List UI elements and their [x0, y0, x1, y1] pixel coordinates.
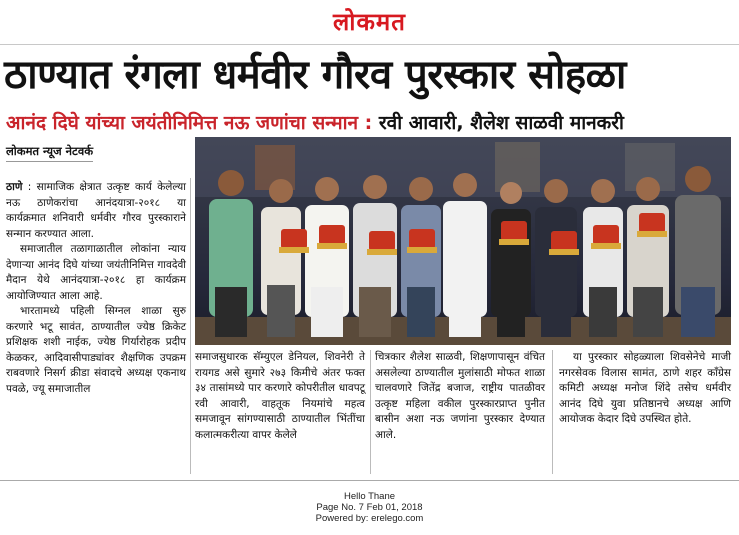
- edition-name: Hello Thane: [343, 491, 396, 502]
- epaper-footer: [0, 491, 739, 524]
- article-column-3: चित्रकार शैलेश साळवी, शिक्षणापासून वंचित असलेल्या ठाण्यातील मुलांसाठी मोफत शाळा चालवणारे जितेंद्र बजाज, राष्ट्रीय पातळीवर उत्कृष्ट महिला वकील पुरस्कारप्राप्त पुनीत बासीन अशा नऊ जणांना पुरस्कार देण्यात आले.: [375, 351, 545, 441]
- byline: लोकमत न्यूज नेटवर्क: [6, 144, 93, 162]
- subhead-red-text: आनंद दिघे यांच्या जयंतीनिमित्त नऊ जणांचा सन्मान :: [6, 112, 373, 134]
- paragraph-1: [6, 180, 186, 242]
- article-column-4: या पुरस्कार सोहळ्याला शिवसेनेचे माजी नगरसेवक विलास सामंत, ठाणे शहर कॉंग्रेस कमिटी अध्यक्ष मनोज शिंदे तसेच धर्मवीर आनंद दिघे युवा प्रतिष्ठानचे अध्यक्ष आणि आयोजक केदार दिघे उपस्थित होते.: [559, 351, 731, 425]
- masthead-divider: [0, 44, 739, 45]
- page-info: Page No. 7 Feb 01, 2018: [316, 502, 423, 513]
- lokmat-logo: लोकमत: [333, 7, 406, 36]
- article-subheadline: [6, 108, 735, 138]
- award-ceremony-photo: [195, 137, 731, 345]
- article-headline: ठाण्यात रंगला धर्मवीर गौरव पुरस्कार सोहळा: [4, 52, 626, 98]
- article-column-1: [6, 180, 186, 397]
- paragraph-3: भारतामध्ये पहिली सिग्नल शाळा सुरु करणारे भटू सावंत, ठाण्यातील ज्येष्ठ क्रिकेट प्रशिक्षक शशी नाईक, ज्येष्ठ गिर्यारोहक प्रदीप केळकर, आदिवासीपाड्यांवर शैक्षणिक उपक्रम राबवणारे निसर्ग क्रीडा संवादचे अध्यक्ष एकनाथ पवळे, ज्यू समाजातील: [6, 305, 186, 395]
- article-column-2: समाजसुधारक सॅम्युएल डेनियल, शिवनेरी ते रायगड असे सुमारे २७३ किमीचे अंतर फक्त ३४ तासांमध्ये पार करणारे कोपरीतील धावपटू रवी आवारी, वाहतूक नियमांचे महत्व समजावून सांगण्यासाठी ठाण्यातील भिंतींचा कलात्मकरीत्या वापर केलेले: [195, 351, 365, 441]
- paragraph-1-text: : सामाजिक क्षेत्रात उत्कृष्ट कार्य केलेल्या नऊ ठाणेकरांचा आनंदयात्रा-२०१८ या कार्यक्रमात शनिवारी धर्मवीर गौरव पुरस्काराने सन्मान करण्यात आला.: [6, 181, 186, 240]
- dateline: ठाणे: [6, 181, 23, 193]
- column-divider: [552, 350, 553, 474]
- column-divider: [190, 178, 191, 474]
- photo-illustration: [195, 137, 731, 345]
- footer-divider: [0, 480, 739, 481]
- paragraph-2: समाजातील तळागाळातील लोकांना न्याय देणाऱ्या आनंद दिघे यांच्या जयंतीनिमित्त गावदेवी मैदान येथे आनंदयात्रा-२०१८ हा कार्यक्रम आयोजिण्यात आला आहे.: [6, 243, 186, 302]
- powered-by: Powered by: erelego.com: [315, 513, 424, 524]
- masthead: [0, 4, 739, 40]
- subhead-black-text: रवी आवारी, शैलेश साळवी मानकरी: [378, 112, 624, 134]
- column-divider: [370, 350, 371, 474]
